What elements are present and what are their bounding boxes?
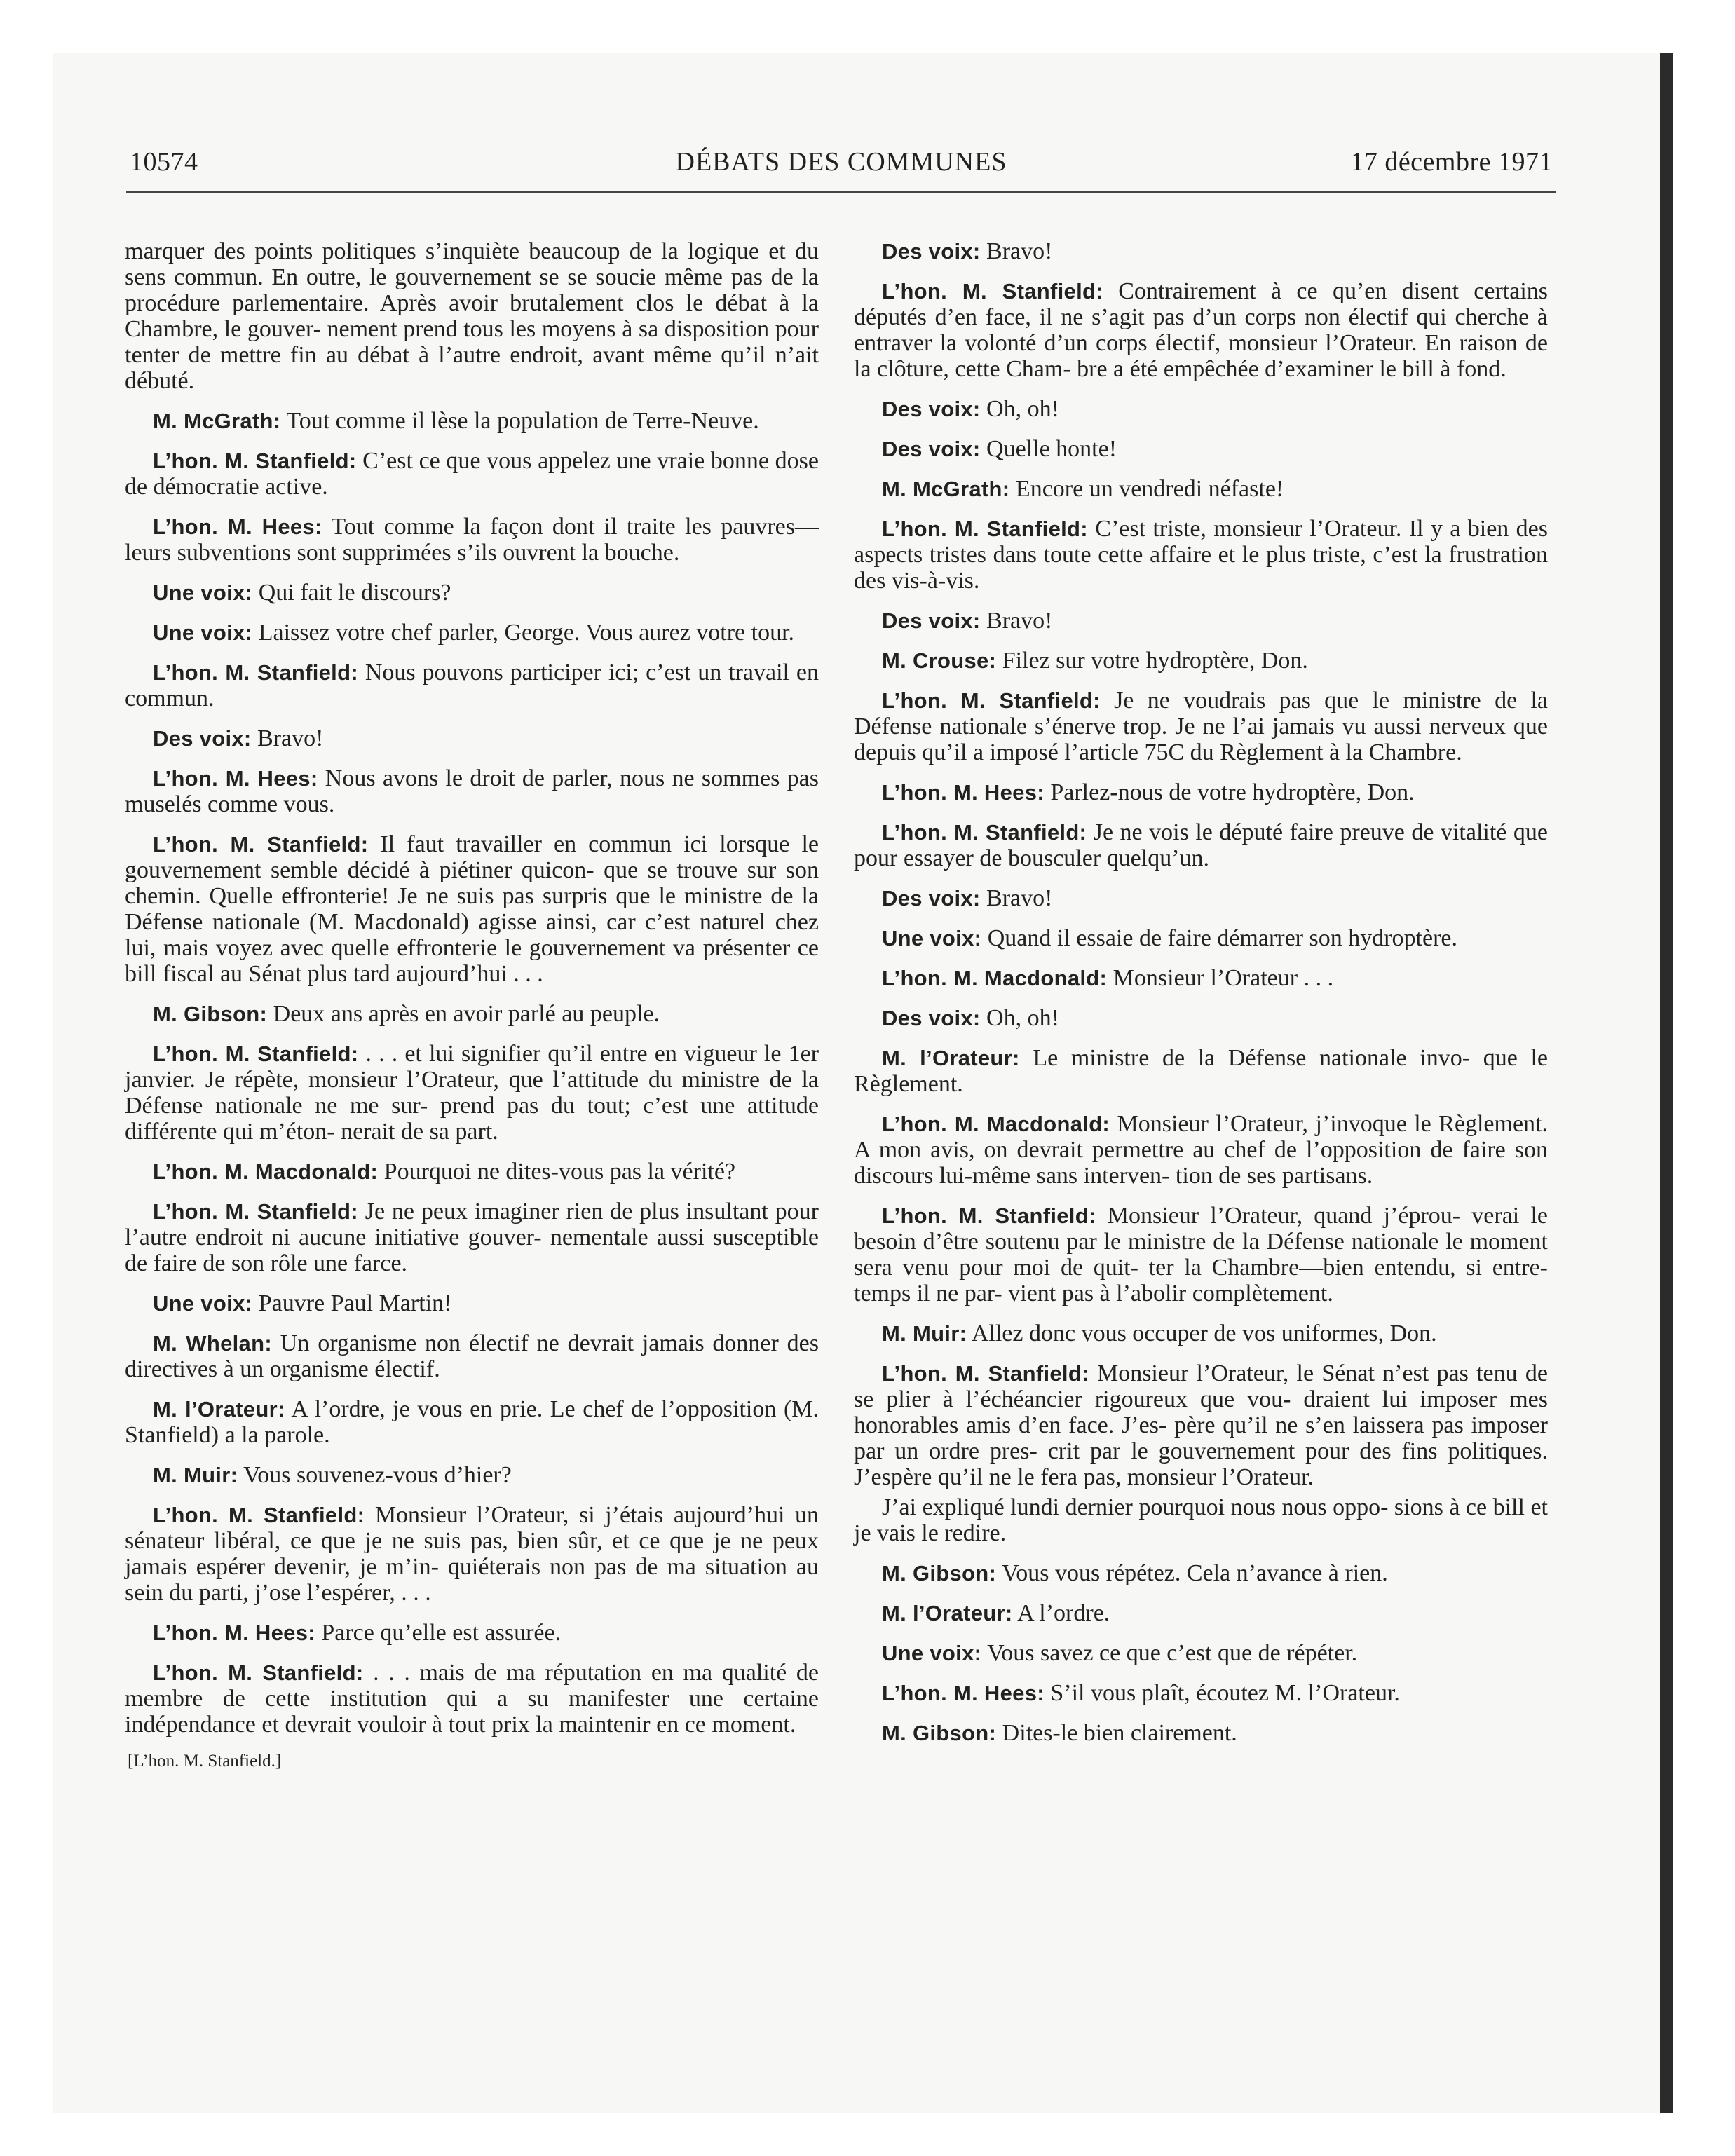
- speaker-name: Des voix:: [882, 1006, 981, 1030]
- speaker-name: L’hon. M. Hees:: [153, 1621, 315, 1645]
- speaker-name: L’hon. M. Stanfield:: [153, 832, 369, 857]
- speaker-name: L’hon. M. Stanfield:: [153, 1503, 365, 1527]
- speech-paragraph: [125, 1159, 819, 1185]
- speech-text: Pourquoi ne dites-vous pas la vérité?: [383, 1159, 736, 1185]
- speech-paragraph: [854, 1045, 1548, 1097]
- speech-paragraph: [854, 965, 1548, 991]
- speech-text: Allez donc vous occuper de vos uniformes, Don.: [971, 1321, 1437, 1346]
- speech-text: J’ai expliqué lundi dernier pourquoi nous nous oppo- sions à ce bill et je vais le redire.: [854, 1494, 1548, 1546]
- page-number: 10574: [130, 147, 198, 177]
- speech-text: A l’ordre.: [1017, 1600, 1110, 1626]
- speech-paragraph: [125, 831, 819, 987]
- speech-text: Je ne voudrais pas que le ministre de la Défense nationale s’énerve trop. Je ne l’ai jamais vu aussi nerveux que depuis qu’il a imposé l’article 75C du Règlement à la Chambre.: [854, 688, 1549, 765]
- speech-text: Bravo!: [986, 608, 1053, 634]
- speech-text: marquer des points politiques s’inquiète beaucoup de la logique et du sens commun. En outre, le gouvernement se se soucie même pas de la procédure parlementaire. Après avoir brutalement clos le débat à la Chambre, le gouver- nement prend tous les moyens à sa disposition pour tenter de mettre fin au débat à l’autre endroit, avant même qu’il n’ait débuté.: [125, 238, 819, 394]
- left-column: [125, 238, 819, 1771]
- speaker-name: M. Gibson:: [882, 1561, 997, 1585]
- speech-text: Filez sur votre hydroptère, Don.: [1002, 648, 1308, 674]
- speaker-name: L’hon. M. Hees:: [153, 514, 322, 539]
- speaker-name: L’hon. M. Stanfield:: [882, 1361, 1089, 1386]
- speaker-name: Des voix:: [882, 886, 981, 910]
- speech-text: Monsieur l’Orateur, quand j’éprou- verai le besoin d’être soutenu par le ministre de la Défense nationale le moment sera venu pour moi de quit- ter la Chambre—bien entendu, si entre-temps il ne par- vient pas à l’abolir complètement.: [854, 1203, 1548, 1306]
- speaker-name: L’hon. M. Macdonald:: [153, 1159, 379, 1184]
- speech-paragraph: [854, 1560, 1548, 1586]
- page-date: 17 décembre 1971: [1350, 147, 1553, 177]
- speech-text: Bravo!: [257, 725, 324, 751]
- speech-paragraph: [854, 238, 1548, 264]
- speech-text: A l’ordre, je vous en prie. Le chef de l’opposition (M. Stanfield) a la parole.: [125, 1396, 819, 1448]
- speech-paragraph: [125, 660, 819, 711]
- speech-paragraph: [125, 620, 819, 646]
- speaker-name: L’hon. M. Stanfield:: [882, 820, 1087, 845]
- footnote: [L’hon. M. Stanfield.]: [128, 1752, 282, 1770]
- speaker-name: L’hon. M. Stanfield:: [153, 1660, 364, 1685]
- speech-text: Oh, oh!: [986, 1005, 1059, 1031]
- speaker-name: Une voix:: [153, 1291, 253, 1316]
- speech-text: Nous pouvons participer ici; c’est un travail en commun.: [125, 660, 819, 711]
- speech-paragraph: [854, 1360, 1548, 1490]
- speech-paragraph: [854, 1111, 1548, 1189]
- speech-text: Oh, oh!: [986, 396, 1059, 422]
- speech-paragraph: [854, 1005, 1548, 1031]
- speech-text: Tout comme il lèse la population de Terre-Neuve.: [286, 408, 759, 434]
- speech-text: Monsieur l’Orateur . . .: [1113, 965, 1334, 991]
- speaker-name: L’hon. M. Hees:: [153, 766, 318, 791]
- speech-text: Vous savez ce que c’est que de répéter.: [987, 1640, 1358, 1666]
- page-edge-shadow: [1660, 53, 1673, 2113]
- speaker-name: Des voix:: [153, 726, 252, 751]
- speech-paragraph: [854, 688, 1548, 765]
- speech-text: Tout comme la façon dont il traite les pauvres—leurs subventions sont supprimées s’ils ouvrent la bouche.: [125, 514, 819, 566]
- speaker-name: M. Muir:: [153, 1463, 238, 1487]
- speaker-name: Des voix:: [882, 397, 981, 421]
- speaker-name: M. McGrath:: [882, 477, 1010, 501]
- speech-text: Il faut travailler en commun ici lorsque le gouvernement semble décidé à piétiner quicon- que se trouve sur son chemin. Quelle effronterie! Je ne suis pas surpris que le ministre de la Défense nationale (M. Macdonald) agisse ainsi, car c’est naturel chez lui, mais voyez avec quelle effronterie le gouvernement va présenter ce bill fiscal au Sénat plus tard aujourd’hui . . .: [125, 831, 819, 987]
- speech-paragraph: [854, 1494, 1548, 1546]
- speech-paragraph: [125, 408, 819, 434]
- speech-text: . . . mais de ma réputation en ma qualité de membre de cette institution qui a su manifester une certaine indépendance et devrait vouloir à tout prix la maintenir en ce moment.: [125, 1660, 819, 1738]
- speech-text: Monsieur l’Orateur, le Sénat n’est pas tenu de se plier à l’échéancier rigoureux que vou- draient lui imposer mes honorables amis d’en face. J’es- père qu’il ne s’en laissera pas imposer par un ordre pres- crit par le gouvernement pour des fins politiques. J’espère qu’il ne le fera pas, monsieur l’Orateur.: [854, 1360, 1549, 1490]
- speaker-name: M. l’Orateur:: [153, 1397, 285, 1421]
- speech-paragraph: [854, 1720, 1548, 1746]
- speech-paragraph: [854, 516, 1548, 594]
- speech-text: Deux ans après en avoir parlé au peuple.: [273, 1001, 660, 1027]
- speaker-name: L’hon. M. Macdonald:: [882, 966, 1108, 990]
- speaker-name: M. Gibson:: [153, 1002, 268, 1026]
- speaker-name: M. Gibson:: [882, 1721, 997, 1745]
- speech-text: Quelle honte!: [986, 436, 1117, 462]
- speaker-name: Une voix:: [153, 620, 253, 645]
- speaker-name: L’hon. M. Stanfield:: [882, 279, 1103, 303]
- speaker-name: L’hon. M. Stanfield:: [882, 517, 1088, 541]
- speech-paragraph: [854, 885, 1548, 911]
- speech-paragraph: [125, 1660, 819, 1738]
- speaker-name: M. Muir:: [882, 1321, 967, 1346]
- speaker-name: Une voix:: [882, 926, 982, 950]
- speech-paragraph: [854, 1640, 1548, 1666]
- speech-text: S’il vous plaît, écoutez M. l’Orateur.: [1050, 1680, 1400, 1706]
- speaker-name: Une voix:: [882, 1641, 982, 1665]
- speaker-name: Des voix:: [882, 608, 981, 633]
- speech-paragraph: [125, 725, 819, 751]
- speaker-name: L’hon. M. Stanfield:: [153, 449, 357, 473]
- right-column: [854, 238, 1548, 1760]
- speaker-name: L’hon. M. Stanfield:: [153, 660, 358, 685]
- speech-paragraph: [125, 1199, 819, 1276]
- speech-text: C’est triste, monsieur l’Orateur. Il y a bien des aspects tristes dans toute cette affaire et le plus triste, c’est la frustration des vis-à-vis.: [854, 516, 1548, 594]
- speech-paragraph: [854, 436, 1548, 462]
- speech-paragraph: [125, 1462, 819, 1488]
- speech-paragraph: [125, 514, 819, 566]
- speaker-name: Des voix:: [882, 437, 981, 461]
- speech-text: Parlez-nous de votre hydroptère, Don.: [1050, 779, 1415, 805]
- speaker-name: L’hon. M. Hees:: [882, 780, 1045, 805]
- speech-paragraph: [125, 765, 819, 817]
- speech-paragraph: [854, 608, 1548, 634]
- speech-text: Encore un vendredi néfaste!: [1015, 476, 1284, 502]
- speech-paragraph: [125, 1330, 819, 1382]
- page-header: [126, 142, 1556, 193]
- speaker-name: L’hon. M. Hees:: [882, 1681, 1045, 1705]
- speech-text: Je ne vois le député faire preuve de vitalité que pour essayer de bousculer quelqu’un.: [854, 819, 1548, 871]
- speech-paragraph: [125, 1396, 819, 1448]
- speech-text: Qui fait le discours?: [258, 580, 451, 606]
- speaker-name: L’hon. M. Stanfield:: [882, 688, 1101, 713]
- speech-text: Vous vous répétez. Cela n’avance à rien.: [1002, 1560, 1388, 1586]
- speaker-name: Une voix:: [153, 580, 253, 605]
- speech-paragraph: [854, 396, 1548, 422]
- speech-text: Bravo!: [986, 885, 1053, 911]
- speech-paragraph: [854, 1600, 1548, 1626]
- speaker-name: M. Crouse:: [882, 648, 997, 673]
- speaker-name: Des voix:: [882, 239, 981, 264]
- speech-text: Contrairement à ce qu’en disent certains députés d’en face, il ne s’agit pas d’un corps non électif qui cherche à entraver la volonté d’un corps électif, monsieur l’Orateur. En raison de la clôture, cette Cham- bre a été empêchée d’examiner le bill à fond.: [854, 278, 1548, 382]
- speech-text: Vous souvenez-vous d’hier?: [243, 1462, 512, 1488]
- speech-paragraph: [854, 925, 1548, 951]
- speech-paragraph: [125, 580, 819, 606]
- speech-paragraph: [854, 819, 1548, 871]
- speech-paragraph: [125, 1001, 819, 1027]
- speaker-name: M. l’Orateur:: [882, 1046, 1020, 1070]
- speech-paragraph: [854, 1680, 1548, 1706]
- speech-text: Monsieur l’Orateur, j’invoque le Règlement. A mon avis, on devrait permettre au chef de l’opposition de faire son discours lui-même sans interven- tion de ses partisans.: [854, 1111, 1549, 1189]
- speech-paragraph: [854, 476, 1548, 502]
- speech-text: Dites-le bien clairement.: [1002, 1720, 1237, 1746]
- speech-text: Je ne peux imaginer rien de plus insultant pour l’autre endroit ni aucune initiative gouver- nementale aussi susceptible de faire de son rôle une farce.: [125, 1199, 819, 1276]
- speech-text: Un organisme non électif ne devrait jamais donner des directives à un organisme électif.: [125, 1330, 819, 1382]
- page-title: DÉBATS DES COMMUNES: [675, 147, 1007, 177]
- speech-paragraph: [125, 1620, 819, 1646]
- speech-text: Le ministre de la Défense nationale invo- que le Règlement.: [854, 1045, 1548, 1097]
- speech-paragraph: [125, 238, 819, 394]
- speaker-name: M. McGrath:: [153, 409, 281, 433]
- speech-paragraph: [125, 1041, 819, 1145]
- speech-paragraph: [125, 1290, 819, 1316]
- speech-paragraph: [125, 1502, 819, 1606]
- speech-paragraph: [854, 1203, 1548, 1306]
- speech-text: Nous avons le droit de parler, nous ne sommes pas muselés comme vous.: [125, 765, 819, 817]
- speaker-name: L’hon. M. Macdonald:: [882, 1112, 1110, 1136]
- speech-text: Laissez votre chef parler, George. Vous aurez votre tour.: [258, 620, 795, 646]
- speech-paragraph: [854, 278, 1548, 382]
- speech-paragraph: [854, 1321, 1548, 1346]
- speech-paragraph: [854, 648, 1548, 674]
- speaker-name: L’hon. M. Stanfield:: [153, 1199, 358, 1224]
- speech-text: Parce qu’elle est assurée.: [321, 1620, 562, 1646]
- speech-text: Monsieur l’Orateur, si j’étais aujourd’hui un sénateur libéral, ce que je ne suis pas, bien sûr, et ce que je ne peux jamais espérer devenir, je m’in- quiéterais non pas de ma situation au sein du parti, j’ose l’espérer, . . .: [125, 1502, 819, 1606]
- speaker-name: M. l’Orateur:: [882, 1601, 1013, 1625]
- speech-text: C’est ce que vous appelez une vraie bonne dose de démocratie active.: [125, 448, 819, 500]
- speaker-name: L’hon. M. Stanfield:: [882, 1203, 1096, 1228]
- speech-paragraph: [125, 448, 819, 500]
- speech-paragraph: [854, 779, 1548, 805]
- speech-text: Bravo!: [986, 238, 1053, 264]
- speech-text: . . . et lui signifier qu’il entre en vigueur le 1er janvier. Je répète, monsieur l’Orateur, que l’attitude du ministre de la Défense nationale ne me sur- prend pas du tout; c’est une attitude différente qui m’éton- nerait de sa part.: [125, 1041, 819, 1145]
- speech-text: Quand il essaie de faire démarrer son hydroptère.: [987, 925, 1458, 951]
- speech-text: Pauvre Paul Martin!: [258, 1290, 452, 1316]
- speaker-name: L’hon. M. Stanfield:: [153, 1042, 359, 1066]
- speaker-name: M. Whelan:: [153, 1331, 272, 1356]
